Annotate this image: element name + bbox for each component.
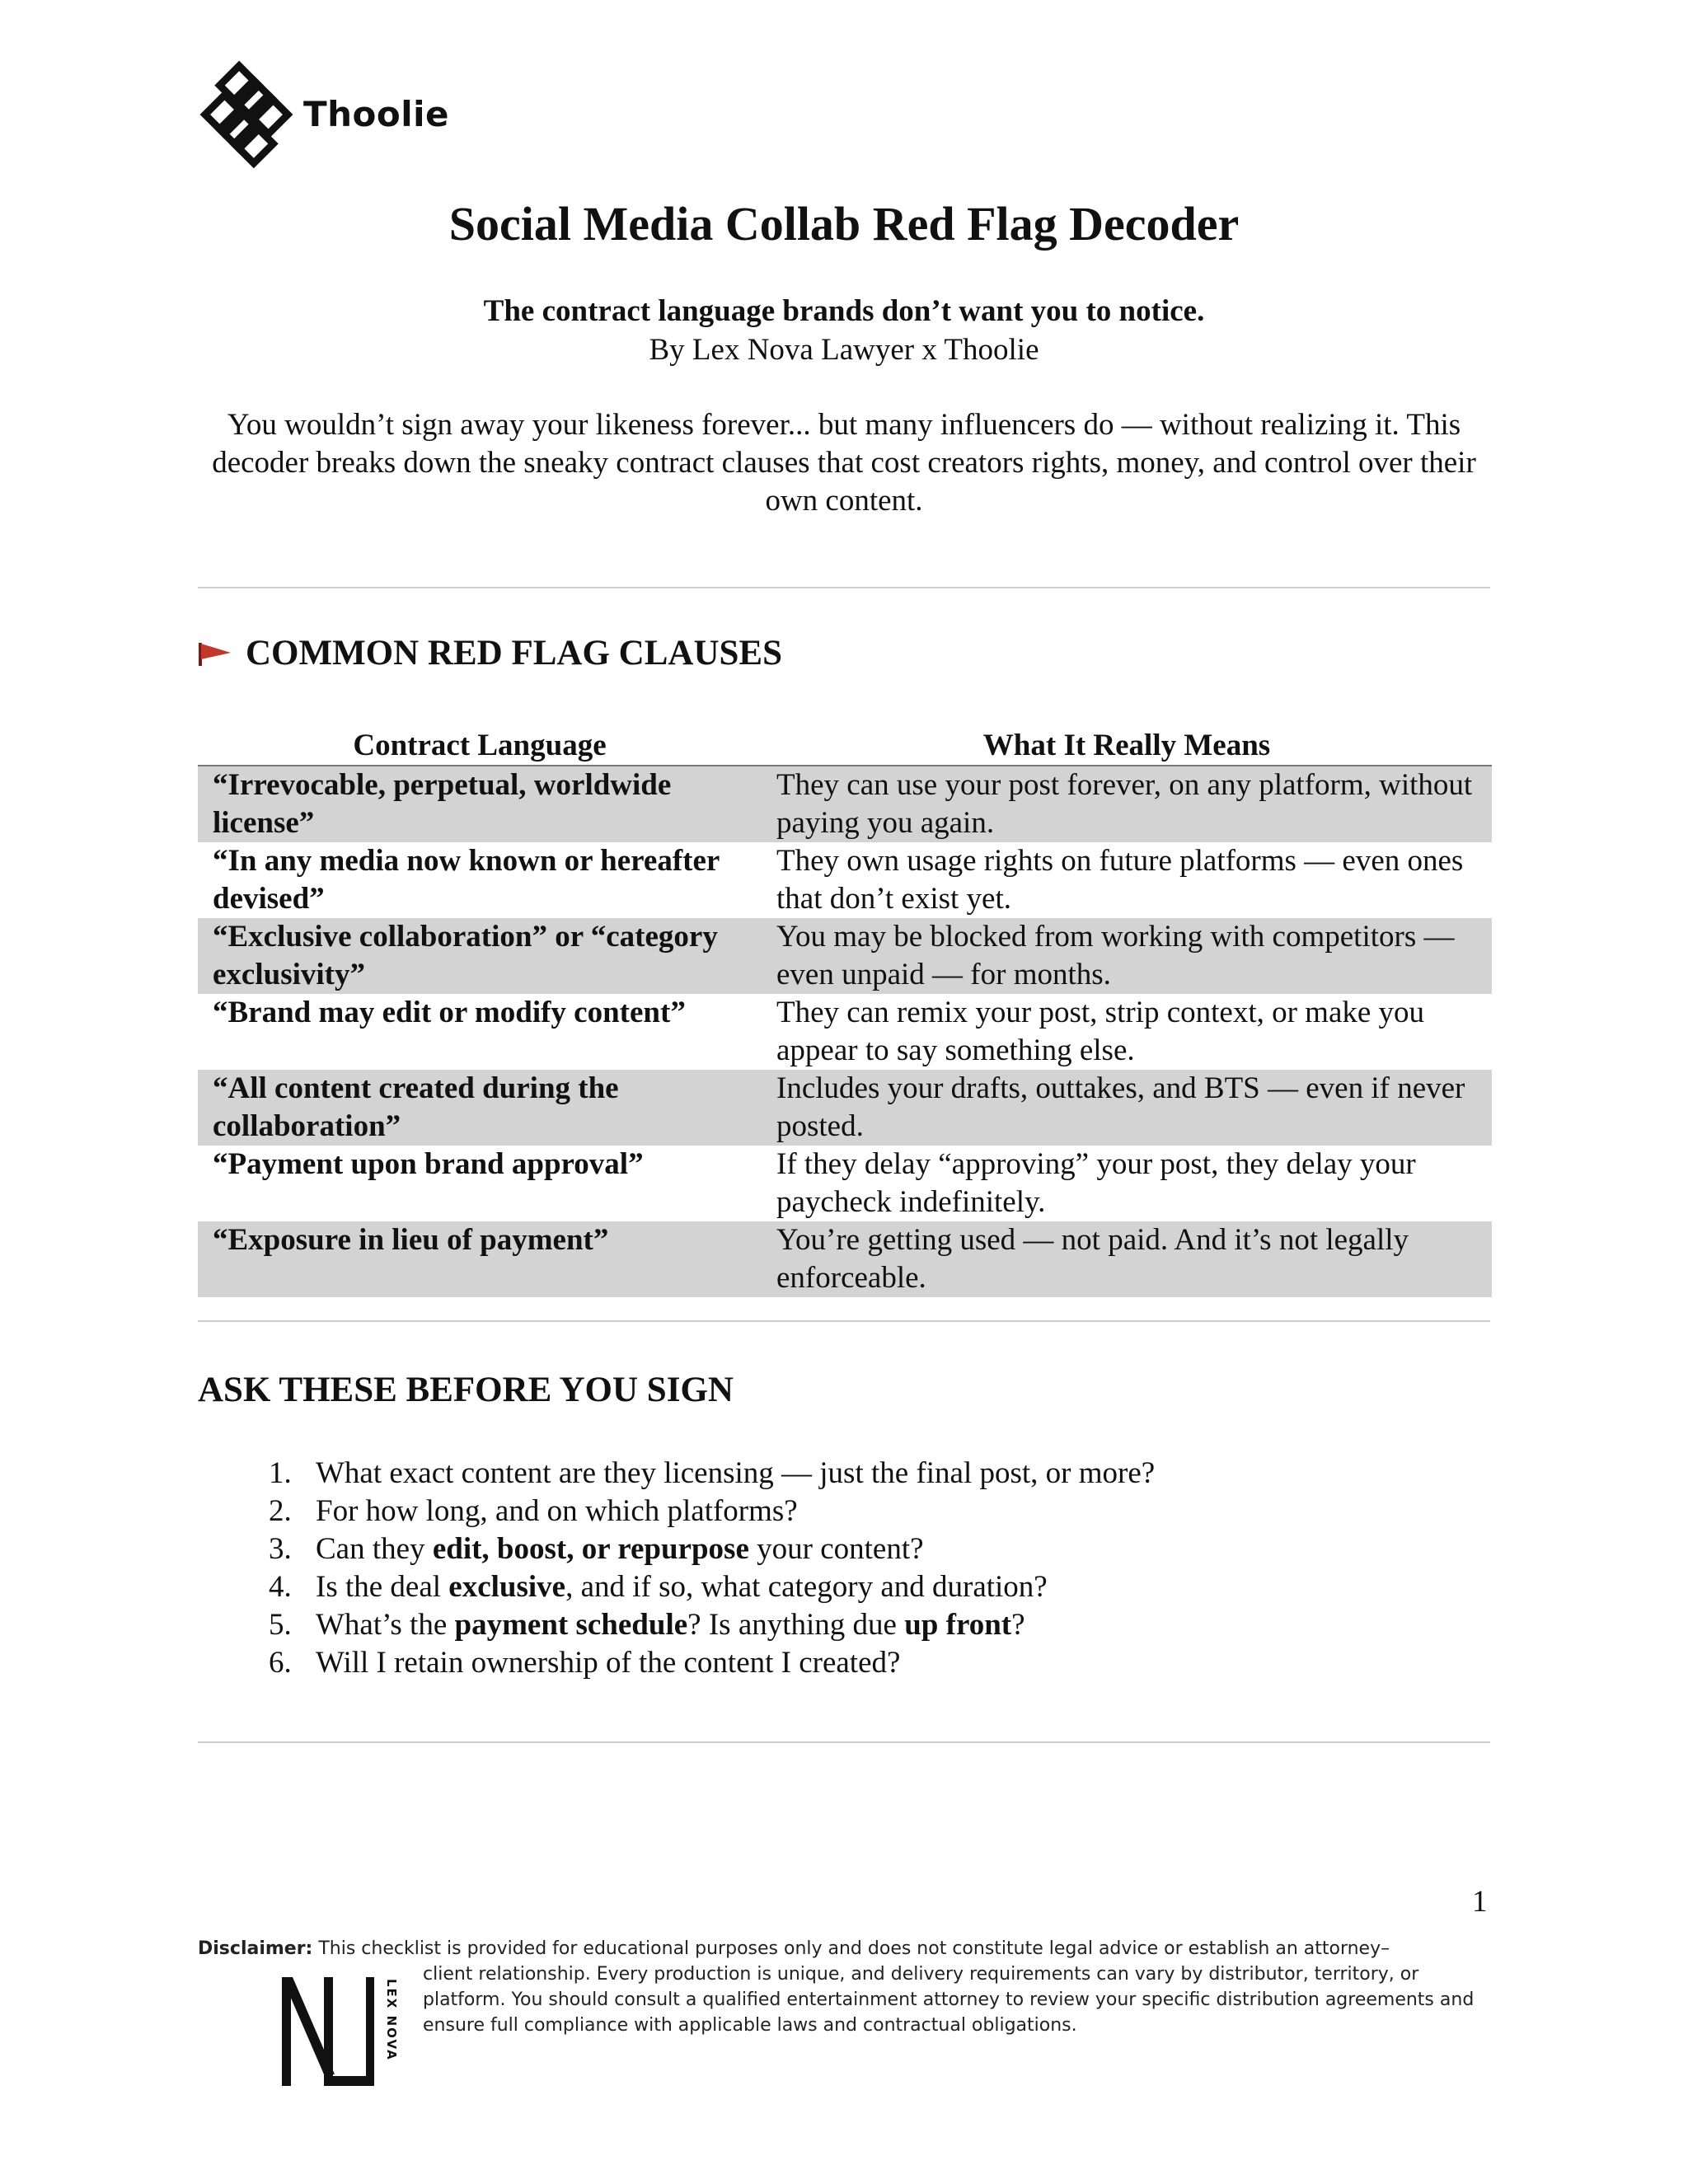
table-row <box>198 918 1492 994</box>
table-row <box>198 842 1492 918</box>
clause-meaning: If they delay “approving” your post, they delay your paycheck indefinitely. <box>776 1147 1416 1219</box>
question-text: Is the deal <box>316 1570 449 1604</box>
question-text: Will I retain ownership of the content I created? <box>316 1646 901 1680</box>
thoolie-logo-icon <box>198 65 295 162</box>
clause-term: “All content created during the collaboration” <box>198 1070 762 1146</box>
question-emphasis: exclusive <box>448 1570 566 1604</box>
question-emphasis: up front <box>904 1608 1012 1642</box>
clause-term: “Brand may edit or modify content” <box>213 996 686 1029</box>
disclaimer-label: Disclaimer: <box>198 1938 313 1959</box>
page-number: 1 <box>1472 1885 1488 1919</box>
question-text: ? <box>1011 1608 1025 1642</box>
list-item <box>299 1530 1155 1568</box>
subtitle: The contract language brands don’t want you to notice. <box>483 294 1205 328</box>
byline: By Lex Nova Lawyer x Thoolie <box>649 333 1039 367</box>
divider <box>198 1741 1490 1743</box>
clause-meaning: Includes your drafts, outtakes, and BTS — even if never posted. <box>762 1070 1492 1146</box>
clause-meaning: You may be blocked from working with competitors — even unpaid — for months. <box>762 918 1492 994</box>
red-flag-table <box>198 727 1492 1297</box>
clause-meaning: You’re getting used — not paid. And it’s not legally enforceable. <box>762 1221 1492 1297</box>
table-row <box>198 1221 1492 1297</box>
red-flags-heading <box>198 633 782 673</box>
disclaimer-body: client relationship. Every production is unique, and delivery requirements can vary by distributor, territory, or platform. You should consult a qualified entertainment attorney to review your specific distribution agreements and ensure full compliance with applicable laws and contractual obligations. <box>423 1964 1475 2036</box>
table-header-row <box>198 727 1492 766</box>
column-header: Contract Language <box>198 727 762 766</box>
table-row <box>198 1070 1492 1146</box>
question-text: ? Is anything due <box>687 1608 905 1642</box>
list-item <box>299 1568 1155 1606</box>
red-flags-heading-text: COMMON RED FLAG CLAUSES <box>246 634 783 673</box>
clause-term: “Irrevocable, perpetual, worldwide license” <box>198 766 762 842</box>
column-header: What It Really Means <box>762 727 1492 766</box>
clause-meaning: They can remix your post, strip context, or make you appear to say something else. <box>776 996 1425 1067</box>
question-text: What exact content are they licensing — just the final post, or more? <box>316 1456 1156 1490</box>
question-text: , and if so, what category and duration? <box>565 1570 1048 1604</box>
question-emphasis: edit, boost, or repurpose <box>432 1532 749 1566</box>
brand-name: Thoolie <box>303 93 450 134</box>
question-text: your content? <box>748 1532 924 1566</box>
questions-heading-text: ASK THESE BEFORE YOU SIGN <box>198 1371 734 1409</box>
table-row <box>198 1146 1492 1221</box>
clause-term: “Exposure in lieu of payment” <box>198 1221 762 1297</box>
clause-meaning: They can use your post forever, on any platform, without paying you again. <box>762 766 1492 842</box>
lex-nova-logo-text: LEX NOVA <box>384 1979 399 2061</box>
page-title: Social Media Collab Red Flag Decoder <box>448 197 1240 251</box>
table-row <box>198 994 1492 1070</box>
question-text: For how long, and on which platforms? <box>316 1494 798 1528</box>
question-emphasis: payment schedule <box>454 1608 688 1642</box>
clause-term: “Payment upon brand approval” <box>213 1147 644 1181</box>
list-item <box>299 1606 1155 1644</box>
brand-logo <box>198 64 449 163</box>
clause-term: “In any media now known or hereafter devised” <box>213 844 720 916</box>
lex-nova-logo-icon <box>277 1974 399 2089</box>
questions-list <box>198 1455 1155 1682</box>
divider <box>198 1320 1490 1322</box>
questions-heading <box>198 1370 734 1410</box>
clause-term: “Exclusive collaboration” or “category exclusivity” <box>198 918 762 994</box>
list-item <box>299 1455 1155 1493</box>
divider <box>198 587 1490 588</box>
intro-paragraph: You wouldn’t sign away your likeness forever... but many influencers do — without realizing it. This decoder breaks down the sneaky contract clauses that cost creators rights, money, and control over their own content. <box>212 408 1476 518</box>
list-item <box>299 1493 1155 1530</box>
red-flag-icon <box>198 640 232 668</box>
question-text: What’s the <box>316 1608 455 1642</box>
disclaimer-line: This checklist is provided for educational purposes only and does not constitute legal advice or establish an attorney– <box>312 1938 1390 1959</box>
question-text: Can they <box>316 1532 433 1566</box>
list-item <box>299 1644 1155 1682</box>
table-row <box>198 766 1492 842</box>
clause-meaning: They own usage rights on future platforms — even ones that don’t exist yet. <box>776 844 1464 916</box>
